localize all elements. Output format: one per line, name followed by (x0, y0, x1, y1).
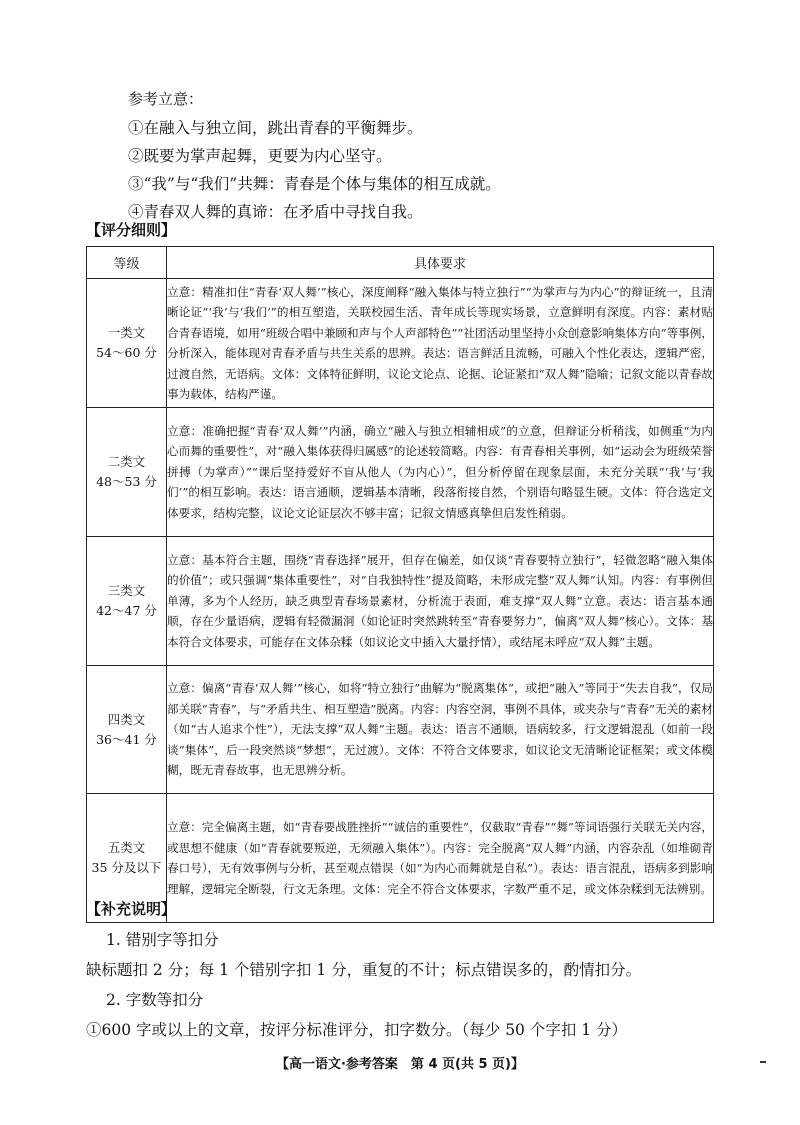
supplement-heading: 1. 错别字等扣分 (106, 931, 219, 949)
requirement-text: 立意：准确把握“青春‘双人舞’”内涵，确立“融入与独立相辅相成”的立意，但辩证分析稍浅，如侧重“为内心而舞的重要性”，对“融入集体获得归属感”的论述较简略。内容：有青春相关事例，如“运动会为班级荣誉拼搏（为掌声）”“课后坚持爱好不盲从他人（为内心）”，但分析停留在现象层面，未充分关联“‘我’与‘我们’”的相互影响。表达：语言通顺，逻辑基本清晰，段落衔接自然，个别语句略显生硬。文体：符合选定文体要求，结构完整，议论文论证层次不够丰富；记叙文情感真挚但启发性稍弱。 (167, 408, 714, 537)
corner-mark (760, 1061, 766, 1063)
page-footer: 【高一语文·参考答案 第 4 页(共 5 页)】 (275, 1057, 525, 1072)
grade-cell (87, 666, 167, 794)
table-row (87, 408, 714, 537)
grade-cell (87, 279, 167, 408)
requirement-text: 立意：偏离“青春‘双人舞’”核心，如将“特立独行”曲解为“脱离集体”，或把“融入”等同于“失去自我”，仅局部关联“青春”，与“矛盾共生、相互塑造”脱离。内容：内容空洞，事例不具体，或夹杂与“青春”无关的素材（如“古人追求个性”），无法支撑“双人舞”主题。表达：语言不通顺，语病较多，行文逻辑混乱（如前一段谈“集体”，后一段突然谈“梦想”，无过渡）。文体：不符合文体要求，如议论文无清晰论证框架；或文体模糊，既无青春故事，也无思辨分析。 (167, 666, 714, 794)
grade-label: 三类文 (107, 583, 146, 598)
grade-label: 一类文 (107, 325, 146, 340)
supplement-rule: ①600 字或以上的文章，按评分标准评分，扣字数分。（每少 50 个字扣 1 分） (86, 1021, 628, 1039)
reference-item: ①在融入与独立间，跳出青春的平衡舞步。 (128, 119, 423, 137)
supplement-item2-title (106, 985, 706, 1015)
reference-ideas (128, 86, 728, 226)
grade-range: 36～41 分 (96, 731, 157, 747)
supplement-rule: 缺标题扣 2 分；每 1 个错别字扣 1 分，重复的不计；标点错误多的，酌情扣分。 (86, 961, 642, 979)
grade-range: 48～53 分 (96, 474, 157, 489)
requirement-text: 立意：完全偏离主题，如“青春要战胜挫折”“诚信的重要性”，仅截取“青春”“舞”等词语强行关联无关内容，或思想不健康（如“青春就要叛逆，无须融入集体”）。内容：完全脱离“双人舞”内涵，内容杂乱（如堆砌青春口号），无有效事例与分析，甚至观点错误（如“为内心而舞就是自私”）。表达：语言混乱，语病多到影响理解，逻辑完全断裂，行文无条理。文体：完全不符合文体要求，字数严重不足，或文体杂糅到无法辨别。 (167, 794, 714, 923)
grade-label: 五类文 (107, 840, 146, 855)
supplement-item1-text (86, 955, 686, 985)
requirement-text: 立意：精准扣住“青春‘双人舞’”核心，深度阐释“融入集体与特立独行”“为掌声与为内心”的辩证统一，且清晰论证“‘我’与‘我们’”的相互塑造，关联校园生活、青年成长等现实场景，立意鲜明有深度。内容：素材贴合青春语境，如用“班级合唱中兼顾和声与个人声部特色”“社团活动里坚持小众创意影响集体方向”等事例，分析深入，能体现对青春矛盾与共生关系的思辨。表达：语言鲜活且流畅，可融入个性化表达，逻辑严密，过渡自然，无语病。文体：文体特征鲜明，议论文论点、论据、论证紧扣“双人舞”隐喻；记叙文能以青春故事为载体，结构严谨。 (167, 279, 714, 408)
supplement-heading: 2. 字数等扣分 (106, 991, 204, 1009)
table-header-row (87, 247, 714, 279)
supplement-item2-text (86, 1015, 686, 1045)
grade-range: 42～47 分 (96, 603, 157, 618)
table-row (87, 537, 714, 666)
grade-range: 35 分及以下 (91, 860, 162, 875)
reference-item: ③“我”与“我们”共舞：青春是个体与集体的相互成就。 (128, 175, 501, 193)
requirement-text: 立意：基本符合主题，围绕“青春选择”展开，但存在偏差，如仅谈“青春要特立独行”，轻微忽略“融入集体的价值”；或只强调“集体重要性”，对“自我独特性”提及简略，未形成完整“双人舞”认知。内容：有事例但单薄，多为个人经历，缺乏典型青春场景素材，分析流于表面，难支撑“双人舞”立意。表达：语言基本通顺，存在少量语病，逻辑有轻微漏洞（如论证时突然跳转至“青春要努力”，偏离“双人舞”核心）。文体：基本符合文体要求，可能存在文体杂糅（如议论文中插入大量抒情），或结尾未呼应“双人舞”主题。 (167, 537, 714, 666)
scoring-table (86, 246, 714, 923)
supplement-section-title: 【补充说明】 (86, 900, 177, 918)
grade-label: 二类文 (107, 454, 146, 469)
reference-title: 参考立意： (128, 90, 204, 108)
grade-cell (87, 408, 167, 537)
reference-item: ④青春双人舞的真谛：在矛盾中寻找自我。 (128, 203, 423, 221)
header-requirements: 具体要求 (167, 247, 714, 279)
grade-cell (87, 537, 167, 666)
supplement-item1-title (106, 925, 706, 955)
table-row (87, 279, 714, 408)
table-row (87, 794, 714, 923)
header-level: 等级 (87, 247, 167, 279)
grade-label: 四类文 (107, 711, 146, 727)
grade-range: 54～60 分 (96, 345, 157, 360)
reference-item: ②既要为掌声起舞，更要为内心坚守。 (128, 147, 392, 165)
table-row (87, 666, 714, 794)
scoring-section-title: 【评分细则】 (86, 221, 177, 239)
